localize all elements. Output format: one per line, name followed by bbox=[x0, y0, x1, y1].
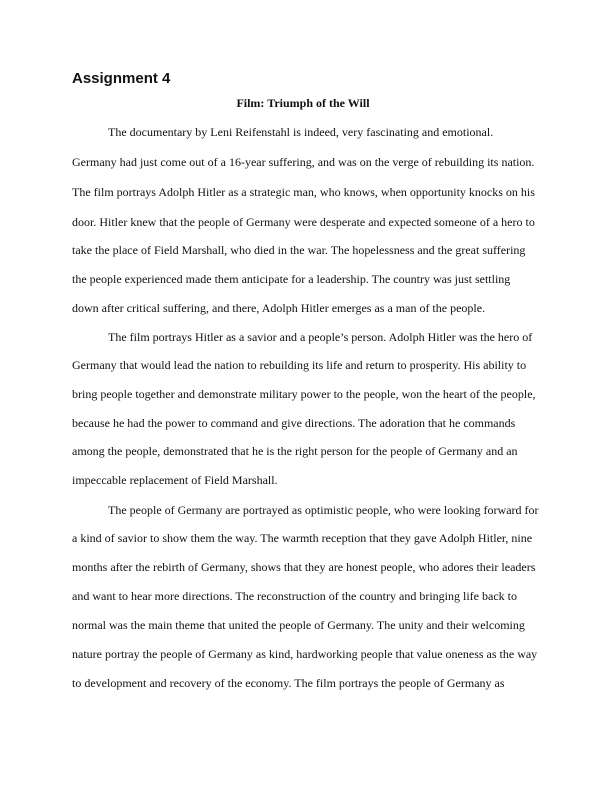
paragraph-line: nature portray the people of Germany as kind, hardworking people that value oneness as the way bbox=[72, 647, 538, 661]
paragraph-line: bring people together and demonstrate military power to the people, won the heart of the people, bbox=[72, 387, 536, 401]
paragraph-line: take the place of Field Marshall, who died in the war. The hopelessness and the great suffering bbox=[72, 243, 526, 257]
assignment-heading: Assignment 4 bbox=[72, 70, 171, 87]
paragraph-line: door. Hitler knew that the people of Germany were desperate and expected someone of a hero to bbox=[72, 215, 535, 229]
film-title: Film: Triumph of the Will bbox=[236, 96, 370, 110]
paragraph-line: the people experienced made them anticipate for a leadership. The country was just settling bbox=[72, 272, 511, 286]
paragraph-line: The people of Germany are portrayed as optimistic people, who were looking forward for bbox=[108, 503, 539, 517]
paragraph-line: Germany had just come out of a 16-year suffering, and was on the verge of rebuilding its nation. bbox=[72, 155, 535, 169]
paragraph-line: down after critical suffering, and there, Adolph Hitler emerges as a man of the people. bbox=[72, 301, 486, 315]
paragraph-line: because he had the power to command and give directions. The adoration that he commands bbox=[72, 416, 516, 430]
paragraph-line: The film portrays Hitler as a savior and a people’s person. Adolph Hitler was the hero of bbox=[108, 330, 533, 344]
paragraph-line: months after the rebirth of Germany, shows that they are honest people, who adores their leaders bbox=[72, 560, 536, 574]
paragraph-line: normal was the main theme that united the people of Germany. The unity and their welcoming bbox=[72, 618, 525, 632]
paragraph-line: The film portrays Adolph Hitler as a strategic man, who knows, when opportunity knocks on his bbox=[72, 185, 535, 199]
paragraph-line: and want to hear more directions. The reconstruction of the country and bringing life back to bbox=[72, 589, 517, 603]
paragraph-line: impeccable replacement of Field Marshall. bbox=[72, 473, 278, 487]
paragraph-line: The documentary by Leni Reifenstahl is indeed, very fascinating and emotional. bbox=[108, 125, 494, 139]
paragraph-line: a kind of savior to show them the way. The warmth reception that they gave Adolph Hitler, nine bbox=[72, 531, 533, 545]
paragraph-line: Germany that would lead the nation to rebuilding its life and return to prosperity. His ability to bbox=[72, 358, 527, 372]
paragraph-line: among the people, demonstrated that he is the right person for the people of Germany and an bbox=[72, 444, 518, 458]
paragraph-line: to development and recovery of the economy. The film portrays the people of Germany as bbox=[72, 676, 505, 690]
